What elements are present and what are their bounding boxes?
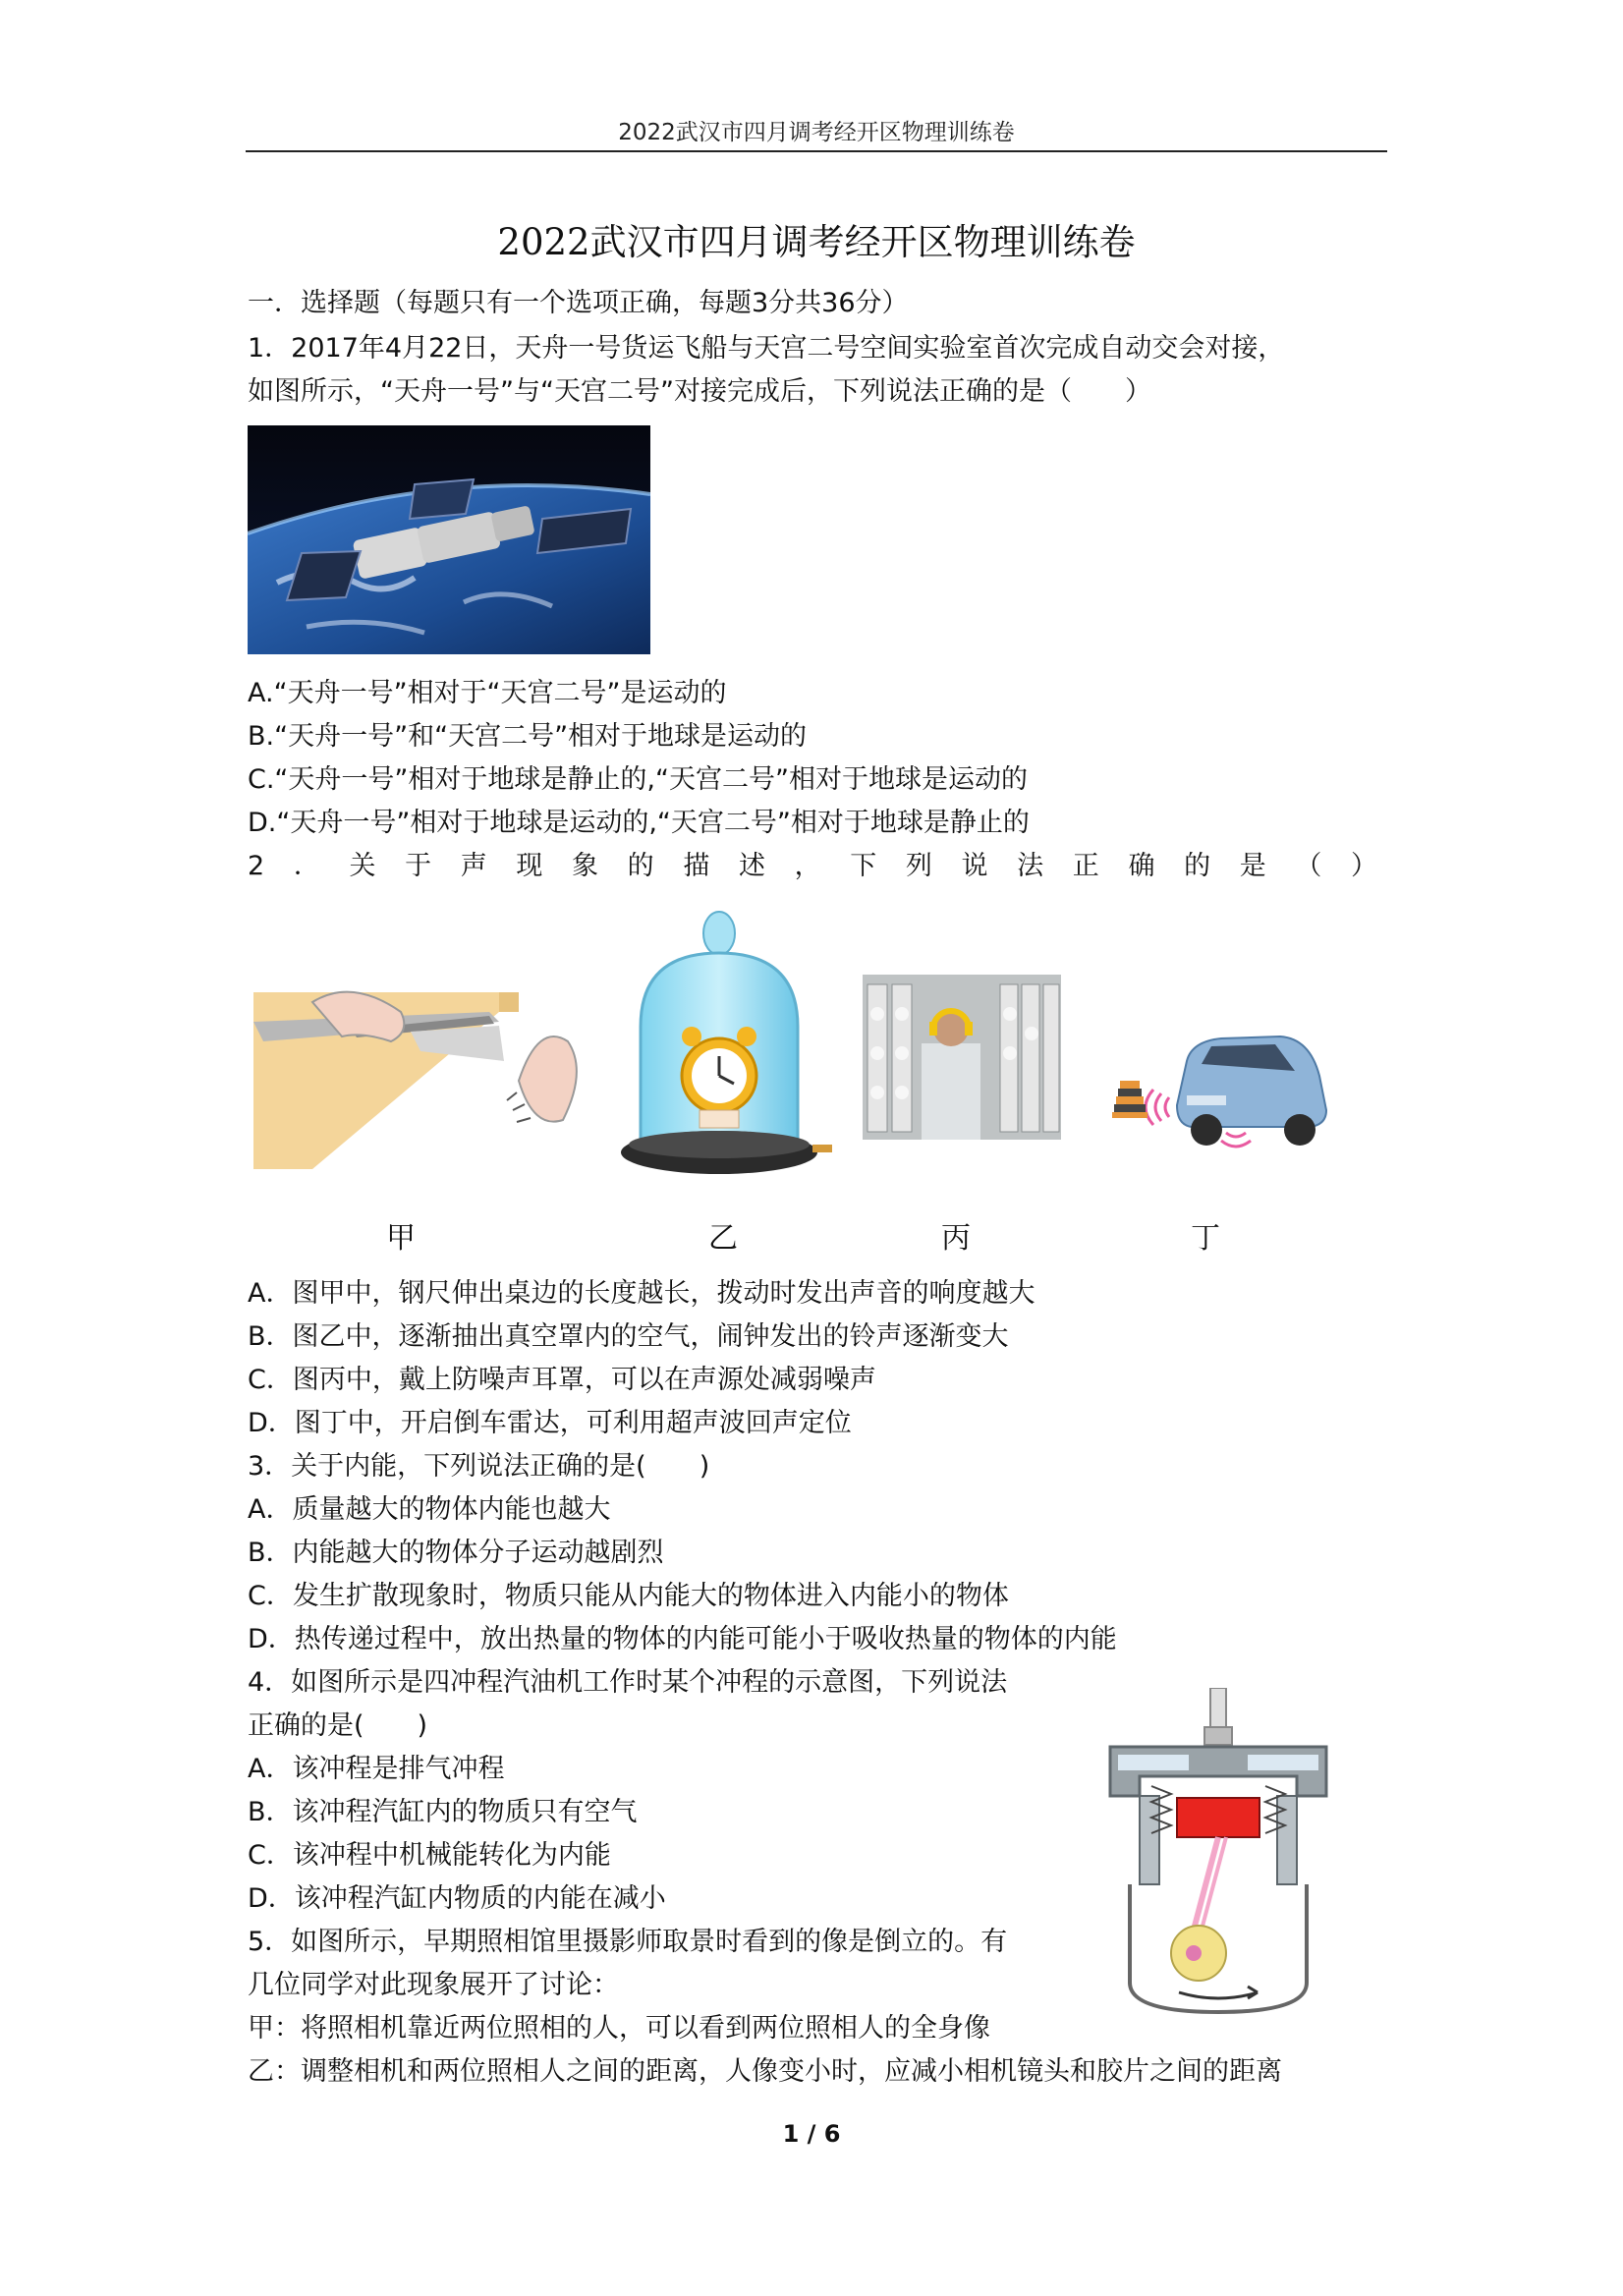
q5-stem-line2: 几位同学对此现象展开了讨论： bbox=[248, 1970, 619, 2000]
q2-stem-char: 正 bbox=[1072, 851, 1099, 881]
q4-option-d: D．该冲程汽缸内物质的内能在减小 bbox=[248, 1883, 666, 1914]
q3-option-c: C．发生扩散现象时，物质只能从内能大的物体进入内能小的物体 bbox=[248, 1581, 1009, 1611]
q2-image-jia-ruler bbox=[253, 982, 607, 1169]
running-header: 2022武汉市四月调考经开区物理训练卷 bbox=[618, 120, 1015, 145]
q2-stem-char: （ bbox=[1295, 851, 1322, 881]
q2-stem-char: 现 bbox=[516, 851, 543, 881]
q3-option-a: A．质量越大的物体内能也越大 bbox=[248, 1494, 611, 1525]
q2-stem-char: 法 bbox=[1017, 851, 1044, 881]
header-rule bbox=[246, 150, 1387, 152]
q1-option-a: A.“天舟一号”相对于“天宫二号”是运动的 bbox=[248, 678, 727, 708]
q5-statement-jia: 甲：将照相机靠近两位照相的人，可以看到两位照相人的全身像 bbox=[248, 2013, 990, 2044]
q2-image-yi-bell-jar bbox=[611, 909, 837, 1194]
q1-option-b: B.“天舟一号”和“天宫二号”相对于地球是运动的 bbox=[248, 721, 808, 752]
q5-statement-yi: 乙：调整相机和两位照相人之间的距离，人像变小时，应减小相机镜头和胶片之间的距离 bbox=[248, 2056, 1282, 2087]
q2-stem-char: 是 bbox=[1239, 851, 1266, 881]
page-title: 2022武汉市四月调考经开区物理训练卷 bbox=[497, 221, 1136, 263]
q2-caption-yi: 乙 bbox=[708, 1221, 738, 1256]
q2-image-ding-car-radar bbox=[1108, 1017, 1334, 1154]
q2-stem-char: 列 bbox=[905, 851, 932, 881]
page-number: 1 / 6 bbox=[782, 2120, 841, 2148]
q4-option-b: B．该冲程汽缸内的物质只有空气 bbox=[248, 1797, 638, 1827]
q4-stem-line2: 正确的是( ) bbox=[248, 1710, 428, 1741]
q2-stem-char: 确 bbox=[1128, 851, 1155, 881]
q1-space-station-image bbox=[248, 425, 650, 654]
q2-stem-char: 描 bbox=[683, 851, 710, 881]
q2-stem-char: ） bbox=[1351, 851, 1377, 881]
q2-stem-char: 于 bbox=[405, 851, 432, 881]
q5-stem-line1: 5．如图所示，早期照相馆里摄影师取景时看到的像是倒立的。有 bbox=[248, 1927, 1008, 1957]
q2-stem-char: 下 bbox=[850, 851, 877, 881]
section-heading: 一．选择题（每题只有一个选项正确，每题3分共36分） bbox=[248, 288, 909, 318]
q3-option-b: B．内能越大的物体分子运动越剧烈 bbox=[248, 1538, 664, 1568]
q2-stem-char: ． bbox=[293, 851, 320, 881]
q2-caption-bing: 丙 bbox=[941, 1221, 971, 1256]
q2-option-b: B．图乙中，逐渐抽出真空罩内的空气，闹钟发出的铃声逐渐变大 bbox=[248, 1321, 1009, 1352]
q4-option-c: C．该冲程中机械能转化为内能 bbox=[248, 1840, 611, 1871]
q4-option-a: A．该冲程是排气冲程 bbox=[248, 1754, 505, 1784]
q4-engine-diagram bbox=[1100, 1688, 1346, 2022]
q1-option-c: C.“天舟一号”相对于地球是静止的,“天宫二号”相对于地球是运动的 bbox=[248, 764, 1028, 795]
q2-image-bing-factory-worker bbox=[863, 975, 1061, 1140]
q2-stem-char: 述 bbox=[738, 851, 765, 881]
q2-caption-ding: 丁 bbox=[1191, 1221, 1220, 1256]
q2-stem-char: 的 bbox=[1184, 851, 1211, 881]
q3-stem: 3．关于内能，下列说法正确的是( ) bbox=[248, 1451, 710, 1482]
q4-stem-line1: 4．如图所示是四冲程汽油机工作时某个冲程的示意图，下列说法 bbox=[248, 1667, 1008, 1698]
q2-stem-char: 说 bbox=[961, 851, 988, 881]
q2-stem-char: 声 bbox=[460, 851, 487, 881]
q3-option-d: D．热传递过程中，放出热量的物体的内能可能小于吸收热量的物体的内能 bbox=[248, 1624, 1117, 1654]
q2-stem-char: 关 bbox=[349, 851, 376, 881]
q2-stem-char: ， bbox=[794, 851, 821, 881]
q1-option-d: D.“天舟一号”相对于地球是运动的,“天宫二号”相对于地球是静止的 bbox=[248, 808, 1030, 838]
q2-caption-jia: 甲 bbox=[386, 1221, 416, 1256]
q1-stem-line2: 如图所示，“天舟一号”与“天宫二号”对接完成后，下列说法正确的是（ ） bbox=[248, 376, 1151, 407]
q2-option-c: C．图丙中，戴上防噪声耳罩，可以在声源处减弱噪声 bbox=[248, 1365, 876, 1395]
q1-stem-line1: 1．2017年4月22日，天舟一号货运飞船与天宫二号空间实验室首次完成自动交会对接， bbox=[248, 333, 1285, 364]
q2-option-a: A．图甲中，钢尺伸出桌边的长度越长，拨动时发出声音的响度越大 bbox=[248, 1278, 1035, 1309]
q2-stem bbox=[248, 848, 1377, 885]
q2-stem-char: 象 bbox=[572, 851, 599, 881]
q2-stem-char: 的 bbox=[627, 851, 654, 881]
q2-stem-char: 2 bbox=[248, 851, 265, 881]
q2-option-d: D．图丁中，开启倒车雷达，可利用超声波回声定位 bbox=[248, 1408, 852, 1438]
